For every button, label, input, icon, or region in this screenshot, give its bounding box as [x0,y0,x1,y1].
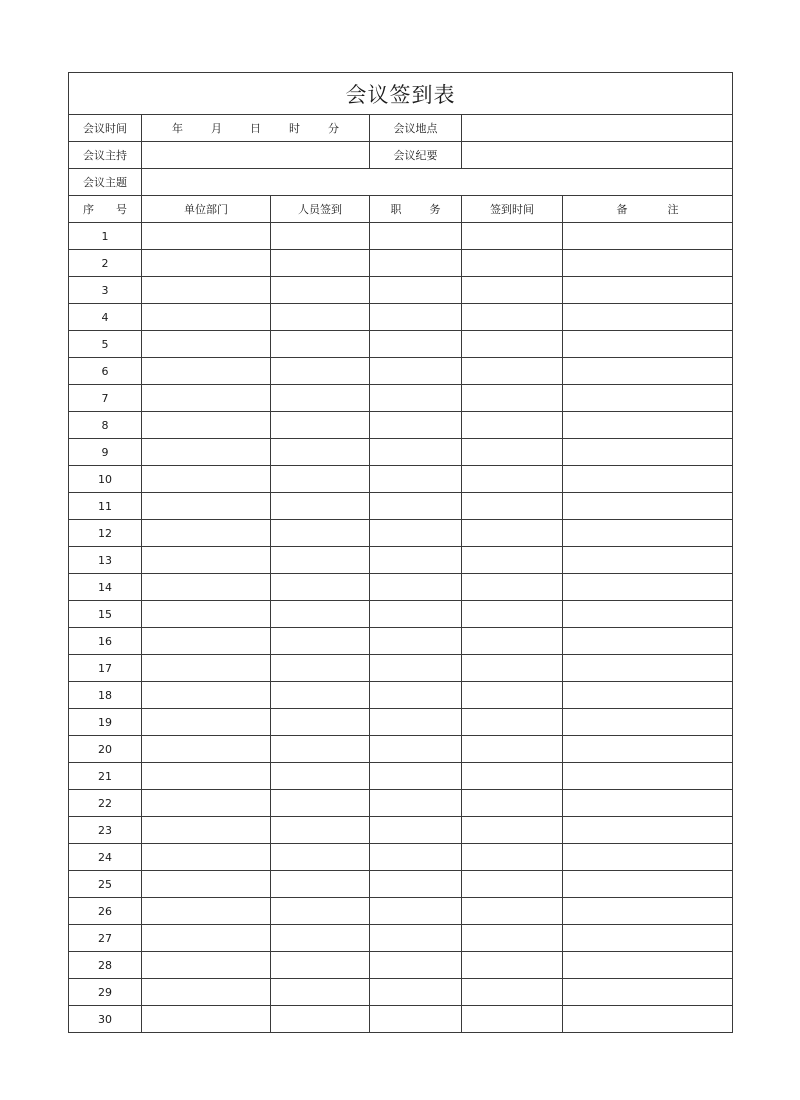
position-cell[interactable] [370,520,462,547]
table-row [69,412,733,439]
hour-label: 时 [289,122,300,135]
remarks-cell[interactable] [563,385,733,412]
remarks-cell[interactable] [563,925,733,952]
signature-cell[interactable] [271,925,370,952]
position-cell[interactable] [370,898,462,925]
meeting-topic-row [69,169,733,196]
column-header-row [69,196,733,223]
remarks-cell[interactable] [563,979,733,1006]
signin-time-cell[interactable] [462,898,563,925]
remarks-cell[interactable] [563,223,733,250]
year-label: 年 [172,122,183,135]
dept-cell[interactable] [142,709,271,736]
position-cell[interactable] [370,601,462,628]
title-row [69,73,733,115]
col-header-remarks [563,196,733,223]
position-cell[interactable] [370,358,462,385]
signature-cell[interactable] [271,790,370,817]
signature-cell[interactable] [271,952,370,979]
dept-cell[interactable] [142,493,271,520]
signature-cell[interactable] [271,763,370,790]
dept-cell[interactable] [142,412,271,439]
signin-time-cell[interactable] [462,736,563,763]
table-row [69,277,733,304]
row-number: 25 [69,871,142,898]
meeting-minutes-label: 会议纪要 [370,142,462,169]
signature-cell[interactable] [271,520,370,547]
signin-time-cell[interactable] [462,250,563,277]
table-row [69,439,733,466]
remarks-cell[interactable] [563,466,733,493]
table-row [69,682,733,709]
row-number: 14 [69,574,142,601]
position-cell[interactable] [370,493,462,520]
dept-cell[interactable] [142,466,271,493]
row-number: 20 [69,736,142,763]
row-number: 7 [69,385,142,412]
position-cell[interactable] [370,385,462,412]
signin-time-cell[interactable] [462,628,563,655]
dept-cell[interactable] [142,1006,271,1033]
position-cell[interactable] [370,736,462,763]
col-header-seq-char-1: 序 [83,203,94,216]
position-cell[interactable] [370,304,462,331]
remarks-cell[interactable] [563,709,733,736]
row-number: 17 [69,655,142,682]
row-number: 6 [69,358,142,385]
signin-time-cell[interactable] [462,925,563,952]
row-number: 11 [69,493,142,520]
table-row [69,466,733,493]
row-number: 1 [69,223,142,250]
signin-time-cell[interactable] [462,439,563,466]
dept-cell[interactable] [142,331,271,358]
signature-cell[interactable] [271,817,370,844]
row-number: 16 [69,628,142,655]
remarks-cell[interactable] [563,871,733,898]
remarks-cell[interactable] [563,844,733,871]
form-title: 会议签到表 [69,73,733,115]
position-cell[interactable] [370,925,462,952]
table-row [69,304,733,331]
signin-time-cell[interactable] [462,682,563,709]
remarks-cell[interactable] [563,682,733,709]
signature-cell[interactable] [271,277,370,304]
row-number: 10 [69,466,142,493]
signin-time-cell[interactable] [462,763,563,790]
col-header-dept: 单位部门 [142,196,271,223]
col-header-remarks-char-2: 注 [667,203,679,216]
remarks-cell[interactable] [563,736,733,763]
remarks-cell[interactable] [563,331,733,358]
position-cell[interactable] [370,979,462,1006]
dept-cell[interactable] [142,223,271,250]
remarks-cell[interactable] [563,574,733,601]
table-row [69,736,733,763]
remarks-cell[interactable] [563,817,733,844]
remarks-cell[interactable] [563,439,733,466]
remarks-cell[interactable] [563,547,733,574]
position-cell[interactable] [370,412,462,439]
dept-cell[interactable] [142,925,271,952]
dept-cell[interactable] [142,250,271,277]
signin-time-cell[interactable] [462,493,563,520]
col-header-seq-char-2: 号 [116,203,127,216]
position-cell[interactable] [370,952,462,979]
dept-cell[interactable] [142,736,271,763]
table-row [69,790,733,817]
meeting-time-field[interactable] [142,115,370,142]
table-row [69,952,733,979]
row-number: 18 [69,682,142,709]
signature-cell[interactable] [271,979,370,1006]
col-header-position-char-2: 务 [429,203,441,216]
dept-cell[interactable] [142,358,271,385]
signin-time-cell[interactable] [462,709,563,736]
signin-time-cell[interactable] [462,979,563,1006]
row-number: 12 [69,520,142,547]
remarks-cell[interactable] [563,277,733,304]
row-number: 28 [69,952,142,979]
signin-time-cell[interactable] [462,952,563,979]
signature-cell[interactable] [271,439,370,466]
signature-cell[interactable] [271,871,370,898]
signature-cell[interactable] [271,358,370,385]
dept-cell[interactable] [142,304,271,331]
remarks-cell[interactable] [563,790,733,817]
day-label: 日 [250,122,261,135]
signature-cell[interactable] [271,709,370,736]
signin-time-cell[interactable] [462,412,563,439]
table-row [69,817,733,844]
table-row [69,385,733,412]
signature-cell[interactable] [271,898,370,925]
table-row [69,763,733,790]
signin-time-cell[interactable] [462,817,563,844]
table-row [69,493,733,520]
dept-cell[interactable] [142,871,271,898]
signin-time-cell[interactable] [462,223,563,250]
table-row [69,223,733,250]
remarks-cell[interactable] [563,520,733,547]
position-cell[interactable] [370,223,462,250]
position-cell[interactable] [370,547,462,574]
remarks-cell[interactable] [563,655,733,682]
col-header-signature: 人员签到 [271,196,370,223]
position-cell[interactable] [370,331,462,358]
row-number: 21 [69,763,142,790]
remarks-cell[interactable] [563,358,733,385]
remarks-cell[interactable] [563,952,733,979]
meeting-host-label: 会议主持 [69,142,142,169]
signin-time-cell[interactable] [462,790,563,817]
remarks-cell[interactable] [563,304,733,331]
signin-time-cell[interactable] [462,331,563,358]
meeting-minutes-field[interactable] [462,142,733,169]
dept-cell[interactable] [142,385,271,412]
signature-cell[interactable] [271,385,370,412]
meeting-topic-field[interactable] [142,169,733,196]
dept-cell[interactable] [142,655,271,682]
sign-in-sheet [68,72,733,1033]
position-cell[interactable] [370,844,462,871]
dept-cell[interactable] [142,439,271,466]
row-number: 15 [69,601,142,628]
dept-cell[interactable] [142,574,271,601]
table-row [69,358,733,385]
table-row [69,1006,733,1033]
position-cell[interactable] [370,763,462,790]
row-number: 23 [69,817,142,844]
dept-cell[interactable] [142,952,271,979]
row-number: 2 [69,250,142,277]
row-number: 24 [69,844,142,871]
signature-cell[interactable] [271,250,370,277]
remarks-cell[interactable] [563,601,733,628]
table-row [69,871,733,898]
position-cell[interactable] [370,628,462,655]
position-cell[interactable] [370,574,462,601]
signin-time-cell[interactable] [462,547,563,574]
meeting-place-label: 会议地点 [370,115,462,142]
row-number: 30 [69,1006,142,1033]
signature-cell[interactable] [271,1006,370,1033]
position-cell[interactable] [370,466,462,493]
table-row [69,979,733,1006]
signature-cell[interactable] [271,628,370,655]
signature-cell[interactable] [271,331,370,358]
signin-time-cell[interactable] [462,574,563,601]
row-number: 26 [69,898,142,925]
signature-cell[interactable] [271,547,370,574]
position-cell[interactable] [370,1006,462,1033]
position-cell[interactable] [370,682,462,709]
position-cell[interactable] [370,277,462,304]
signature-cell[interactable] [271,574,370,601]
remarks-cell[interactable] [563,1006,733,1033]
minute-label: 分 [328,122,339,135]
signature-cell[interactable] [271,304,370,331]
remarks-cell[interactable] [563,763,733,790]
col-header-position [370,196,462,223]
position-cell[interactable] [370,817,462,844]
position-cell[interactable] [370,709,462,736]
table-row [69,520,733,547]
signature-cell[interactable] [271,844,370,871]
signin-time-cell[interactable] [462,655,563,682]
table-row [69,709,733,736]
meeting-place-field[interactable] [462,115,733,142]
dept-cell[interactable] [142,790,271,817]
row-number: 9 [69,439,142,466]
col-header-position-char-1: 职 [390,203,402,216]
row-number: 27 [69,925,142,952]
position-cell[interactable] [370,790,462,817]
row-number: 4 [69,304,142,331]
position-cell[interactable] [370,250,462,277]
col-header-seq [69,196,142,223]
meeting-host-row [69,142,733,169]
dept-cell[interactable] [142,277,271,304]
dept-cell[interactable] [142,547,271,574]
position-cell[interactable] [370,655,462,682]
dept-cell[interactable] [142,898,271,925]
remarks-cell[interactable] [563,250,733,277]
signin-time-cell[interactable] [462,844,563,871]
dept-cell[interactable] [142,817,271,844]
row-number: 3 [69,277,142,304]
signin-time-cell[interactable] [462,1006,563,1033]
signature-cell[interactable] [271,682,370,709]
table-row [69,655,733,682]
remarks-cell[interactable] [563,493,733,520]
dept-cell[interactable] [142,844,271,871]
remarks-cell[interactable] [563,628,733,655]
signin-time-cell[interactable] [462,871,563,898]
row-number: 8 [69,412,142,439]
signin-time-cell[interactable] [462,520,563,547]
dept-cell[interactable] [142,763,271,790]
meeting-host-field[interactable] [142,142,370,169]
table-row [69,250,733,277]
signin-time-cell[interactable] [462,466,563,493]
col-header-remarks-char-1: 备 [616,203,628,216]
row-number: 5 [69,331,142,358]
dept-cell[interactable] [142,682,271,709]
signature-cell[interactable] [271,412,370,439]
table-row [69,898,733,925]
signature-cell[interactable] [271,466,370,493]
dept-cell[interactable] [142,520,271,547]
position-cell[interactable] [370,439,462,466]
col-header-signin-time: 签到时间 [462,196,563,223]
meeting-time-row [69,115,733,142]
signature-cell[interactable] [271,601,370,628]
signin-time-cell[interactable] [462,304,563,331]
row-number: 13 [69,547,142,574]
remarks-cell[interactable] [563,412,733,439]
month-label: 月 [211,122,222,135]
position-cell[interactable] [370,871,462,898]
meeting-time-label: 会议时间 [69,115,142,142]
row-number: 29 [69,979,142,1006]
table-row [69,547,733,574]
signin-time-cell[interactable] [462,358,563,385]
dept-cell[interactable] [142,601,271,628]
row-number: 19 [69,709,142,736]
meeting-topic-label: 会议主题 [69,169,142,196]
signin-time-cell[interactable] [462,277,563,304]
signin-time-cell[interactable] [462,385,563,412]
row-number: 22 [69,790,142,817]
table-row [69,844,733,871]
table-row [69,925,733,952]
table-row [69,331,733,358]
signature-cell[interactable] [271,493,370,520]
signature-cell[interactable] [271,223,370,250]
dept-cell[interactable] [142,979,271,1006]
dept-cell[interactable] [142,628,271,655]
signature-cell[interactable] [271,655,370,682]
table-row [69,628,733,655]
table-row [69,574,733,601]
signature-cell[interactable] [271,736,370,763]
table-row [69,601,733,628]
remarks-cell[interactable] [563,898,733,925]
signin-time-cell[interactable] [462,601,563,628]
